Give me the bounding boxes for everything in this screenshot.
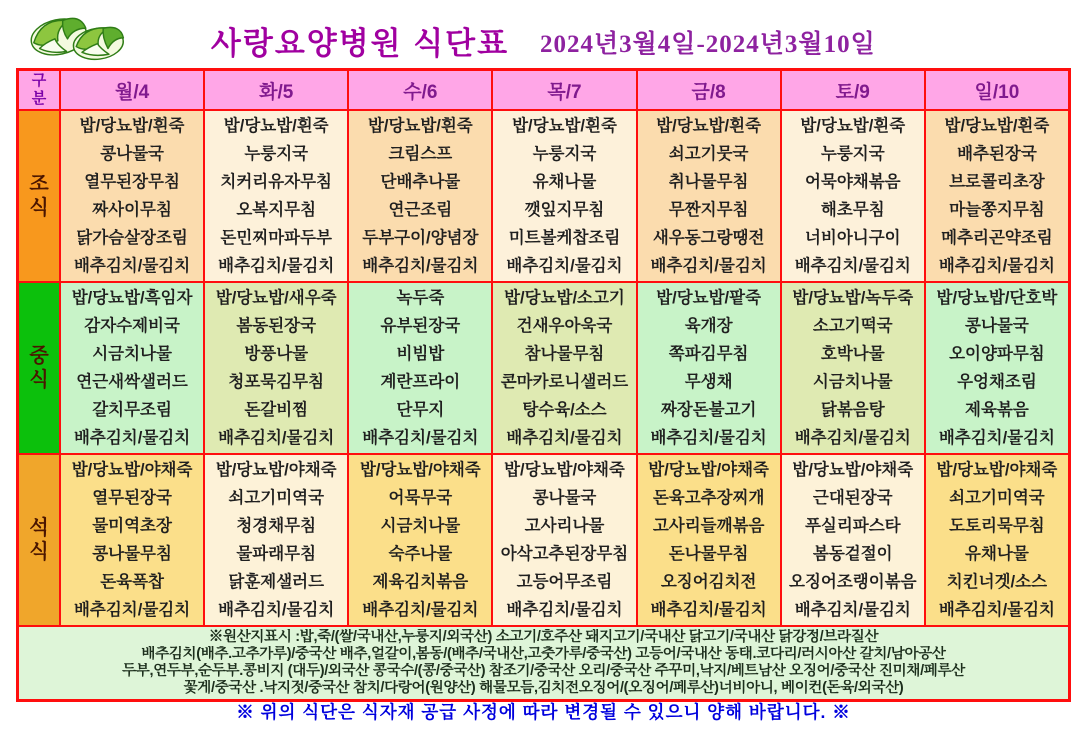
menu-item: 밥/당뇨밥/흰죽	[800, 117, 906, 135]
menu-item: 짜사이무침	[92, 201, 172, 219]
menu-item: 밥/당뇨밥/야채죽	[936, 461, 1058, 479]
menu-cell-1-1	[205, 283, 349, 453]
menu-item: 크림스프	[388, 145, 453, 163]
menu-item: 두부구이/양념장	[362, 229, 479, 247]
menu-item: 누룽지국	[244, 145, 309, 163]
menu-cell-1-3	[493, 283, 637, 453]
menu-item: 봄동된장국	[236, 317, 317, 335]
menu-item: 배추김치/물김치	[362, 601, 479, 619]
menu-item: 청포묵김무침	[228, 373, 325, 391]
menu-item: 밥/당뇨밥/야채죽	[504, 461, 625, 479]
menu-item: 숙주나물	[388, 545, 453, 563]
menu-item: 배추김치/물김치	[73, 429, 191, 447]
menu-item: 유채나물	[532, 173, 597, 191]
menu-item: 밥/당뇨밥/새우죽	[215, 289, 337, 307]
page-title: 사랑요양병원 식단표	[210, 26, 510, 61]
menu-item: 배추김치/물김치	[73, 257, 191, 275]
menu-cell-0-6	[926, 111, 1068, 281]
menu-item: 오복지무침	[236, 201, 317, 219]
menu-item: 밥/당뇨밥/흰죽	[512, 117, 617, 135]
menu-item: 유부된장국	[380, 317, 461, 335]
menu-cell-1-4	[638, 283, 782, 453]
menu-item: 어묵야채볶음	[804, 173, 901, 191]
menu-cell-1-2	[349, 283, 493, 453]
meal-row-2	[19, 455, 1068, 627]
menu-cell-2-1	[205, 455, 349, 625]
menu-item: 해초무침	[820, 201, 885, 219]
origin-line-2: 두부,연두부,순두부.콩비지 (대두)/외국산 콩국수/(콩/중국산) 참조기/중국산 오리/중국산 주꾸미,낙지/베트남산 오징어/중국산 진미채/페루산	[122, 663, 965, 679]
menu-item: 배추김치/물김치	[362, 257, 479, 275]
meal-label-2	[19, 455, 61, 625]
menu-item: 어묵무국	[388, 489, 453, 507]
menu-item: 취나물무침	[668, 173, 749, 191]
menu-item: 연근새싹샐러드	[76, 373, 188, 391]
menu-item: 배추된장국	[957, 145, 1037, 163]
day-header-3: 목/7	[493, 71, 637, 109]
footer-note: ※ 위의 식단은 식자재 공급 사정에 따라 변경될 수 있으니 양해 바랍니다. ※	[236, 702, 851, 722]
menu-item: 마늘쫑지무침	[949, 201, 1045, 219]
meal-label-0-label: 조식	[29, 173, 49, 219]
menu-item: 밥/당뇨밥/팥죽	[656, 289, 762, 307]
menu-item: 방풍나물	[244, 345, 309, 363]
menu-item: 돈육폭찹	[100, 573, 164, 591]
meal-label-1	[19, 283, 61, 453]
menu-item: 열무된장무침	[84, 173, 180, 191]
menu-item: 시금치나물	[92, 345, 172, 363]
menu-item: 배추김치/물김치	[938, 257, 1055, 275]
menu-cell-0-4	[638, 111, 782, 281]
menu-item: 밥/당뇨밥/흰죽	[944, 117, 1050, 135]
menu-item: 배추김치/물김치	[218, 257, 335, 275]
meal-row-0	[19, 111, 1068, 283]
menu-item: 고사리나물	[524, 517, 605, 535]
menu-item: 배추김치/물김치	[794, 257, 911, 275]
menu-item: 호박나물	[820, 345, 885, 363]
menu-item: 오징어김치전	[660, 573, 757, 591]
menu-cell-0-3	[493, 111, 637, 281]
menu-item: 닭볶음탕	[820, 401, 885, 419]
menu-cell-2-4	[638, 455, 782, 625]
menu-item: 배추김치/물김치	[218, 601, 335, 619]
menu-item: 밥/당뇨밥/소고기	[504, 289, 625, 307]
menu-item: 돈나물무침	[668, 545, 749, 563]
menu-cell-0-5	[782, 111, 926, 281]
menu-item: 쇠고기뭇국	[668, 145, 749, 163]
menu-item: 근대된장국	[812, 489, 893, 507]
menu-item: 밥/당뇨밥/단호박	[936, 289, 1058, 307]
menu-table	[16, 68, 1071, 702]
menu-item: 돈갈비찜	[244, 401, 309, 419]
origin-notice	[19, 627, 1068, 699]
menu-item: 청경채무침	[236, 517, 317, 535]
menu-cell-2-5	[782, 455, 926, 625]
menu-item: 배추김치/물김치	[506, 257, 623, 275]
menu-item: 치커리유자무침	[220, 173, 332, 191]
menu-item: 비빔밥	[396, 345, 445, 363]
menu-item: 감자수제비국	[84, 317, 180, 335]
menu-cell-1-6	[926, 283, 1068, 453]
menu-item: 배추김치/물김치	[650, 601, 767, 619]
menu-item: 미트볼케찹조림	[508, 229, 621, 247]
corner-cell-label: 구분	[31, 72, 47, 107]
date-range: 2024년3월4일-2024년3월10일	[540, 31, 876, 58]
menu-item: 밥/당뇨밥/흰죽	[367, 117, 473, 135]
menu-cell-1-5	[782, 283, 926, 453]
menu-item: 콩나물국	[965, 317, 1029, 335]
menu-item: 물미역초장	[92, 517, 172, 535]
menu-item: 배추김치/물김치	[650, 257, 767, 275]
origin-line-1: 배추김치(배추.고추가루)/중국산 배추,얼갈이,봄동/(배추/국내산,고춧가루/중국산) 고등어/국내산 동태.코다리/러시아산 갈치/남아공산	[141, 646, 946, 662]
menu-cell-0-0	[61, 111, 205, 281]
menu-item: 콩나물국	[532, 489, 597, 507]
menu-item: 육개장	[684, 317, 733, 335]
menu-item: 단배추나물	[380, 173, 461, 191]
menu-item: 참나물무침	[524, 345, 605, 363]
menu-item: 연근조림	[388, 201, 453, 219]
menu-item: 밥/당뇨밥/녹두죽	[792, 289, 914, 307]
menu-item: 쇠고기미역국	[949, 489, 1045, 507]
menu-item: 도토리묵무침	[949, 517, 1045, 535]
menu-item: 무생채	[684, 373, 733, 391]
menu-item: 제육볶음	[965, 401, 1029, 419]
menu-item: 밥/당뇨밥/야채죽	[648, 461, 769, 479]
menu-item: 밥/당뇨밥/흰죽	[223, 117, 329, 135]
menu-item: 브로콜리초장	[949, 173, 1045, 191]
menu-item: 밥/당뇨밥/야채죽	[71, 461, 193, 479]
menu-item: 건새우아욱국	[516, 317, 613, 335]
menu-item: 계란프라이	[380, 373, 461, 391]
menu-item: 돈민찌마파두부	[220, 229, 332, 247]
menu-item: 치킨너겟/소스	[946, 573, 1048, 591]
menu-item: 쇠고기미역국	[228, 489, 325, 507]
menu-item: 쪽파김무침	[668, 345, 749, 363]
menu-item: 배추김치/물김치	[218, 429, 335, 447]
menu-item: 밥/당뇨밥/흰죽	[656, 117, 762, 135]
day-header-5: 토/9	[782, 71, 926, 109]
menu-item: 배추김치/물김치	[938, 429, 1055, 447]
menu-item: 봄동겉절이	[812, 545, 893, 563]
menu-cell-2-0	[61, 455, 205, 625]
cabbage-logo	[28, 6, 134, 64]
menu-item: 닭가슴살장조림	[76, 229, 188, 247]
menu-item: 제육김치볶음	[372, 573, 469, 591]
menu-item: 누룽지국	[532, 145, 597, 163]
menu-item: 콩나물국	[100, 145, 164, 163]
menu-item: 소고기떡국	[812, 317, 893, 335]
menu-item: 콘마카로니샐러드	[500, 373, 629, 391]
menu-item: 배추김치/물김치	[362, 429, 479, 447]
origin-line-0: ※원산지표시 :밥,죽/(쌀/국내산,누룽지/외국산) 소고기/호주산 돼지고기/국내산 닭고기/국내산 닭강정/브라질산	[208, 629, 879, 645]
menu-item: 돈육고추장찌개	[652, 489, 765, 507]
menu-item: 밥/당뇨밥/야채죽	[792, 461, 914, 479]
menu-cell-2-3	[493, 455, 637, 625]
menu-item: 짜장돈불고기	[660, 401, 757, 419]
menu-item: 우엉채조림	[957, 373, 1037, 391]
menu-cell-0-1	[205, 111, 349, 281]
menu-item: 누룽지국	[820, 145, 885, 163]
menu-item: 물파래무침	[236, 545, 317, 563]
menu-item: 콩나물무침	[92, 545, 172, 563]
menu-item: 시금치나물	[380, 517, 461, 535]
menu-item: 배추김치/물김치	[73, 601, 191, 619]
day-header-1: 화/5	[205, 71, 349, 109]
menu-item: 열무된장국	[92, 489, 172, 507]
menu-item: 밥/당뇨밥/야채죽	[215, 461, 337, 479]
meal-label-0	[19, 111, 61, 281]
menu-item: 메추리곤약조림	[941, 229, 1053, 247]
menu-item: 배추김치/물김치	[794, 601, 911, 619]
menu-item: 탕수육/소스	[522, 401, 607, 419]
day-header-2: 수/6	[349, 71, 493, 109]
menu-item: 고등어무조림	[516, 573, 613, 591]
menu-item: 닭훈제샐러드	[228, 573, 325, 591]
day-header-4: 금/8	[638, 71, 782, 109]
menu-item: 유채나물	[965, 545, 1029, 563]
menu-item: 오이양파무침	[949, 345, 1045, 363]
menu-item: 배추김치/물김치	[650, 429, 767, 447]
meal-label-2-label: 석식	[29, 517, 49, 563]
menu-item: 밥/당뇨밥/흑임자	[71, 289, 193, 307]
menu-item: 고사리들깨볶음	[652, 517, 765, 535]
menu-item: 깻잎지무침	[524, 201, 605, 219]
menu-item: 푸실리파스타	[804, 517, 901, 535]
menu-item: 갈치무조림	[92, 401, 172, 419]
menu-item: 아삭고추된장무침	[500, 545, 629, 563]
menu-item: 녹두죽	[396, 289, 445, 307]
origin-line-3: 꽃게/중국산 .낙지젓/중국산 참치/다랑어(원양산) 해물모듬,김치전오징어/(오징어/페루산)너비아니, 베이컨(돈육/외국산)	[183, 680, 904, 696]
menu-cell-1-0	[61, 283, 205, 453]
meal-label-1-label: 중식	[29, 345, 49, 391]
menu-item: 단무지	[396, 401, 445, 419]
menu-item: 무짠지무침	[668, 201, 749, 219]
menu-item: 배추김치/물김치	[938, 601, 1055, 619]
menu-item: 오징어조랭이볶음	[789, 573, 917, 591]
day-header-6: 일/10	[926, 71, 1068, 109]
menu-item: 너비아니구이	[804, 229, 901, 247]
day-header-0: 월/4	[61, 71, 205, 109]
corner-cell	[19, 71, 61, 109]
menu-item: 밥/당뇨밥/흰죽	[79, 117, 185, 135]
menu-cell-0-2	[349, 111, 493, 281]
meal-row-1	[19, 283, 1068, 455]
header-row	[19, 71, 1068, 111]
menu-item: 배추김치/물김치	[506, 601, 623, 619]
menu-cell-2-2	[349, 455, 493, 625]
menu-item: 배추김치/물김치	[794, 429, 911, 447]
menu-item: 시금치나물	[812, 373, 893, 391]
menu-cell-2-6	[926, 455, 1068, 625]
menu-item: 배추김치/물김치	[506, 429, 623, 447]
menu-item: 밥/당뇨밥/야채죽	[359, 461, 481, 479]
menu-item: 새우동그랑땡전	[652, 229, 765, 247]
